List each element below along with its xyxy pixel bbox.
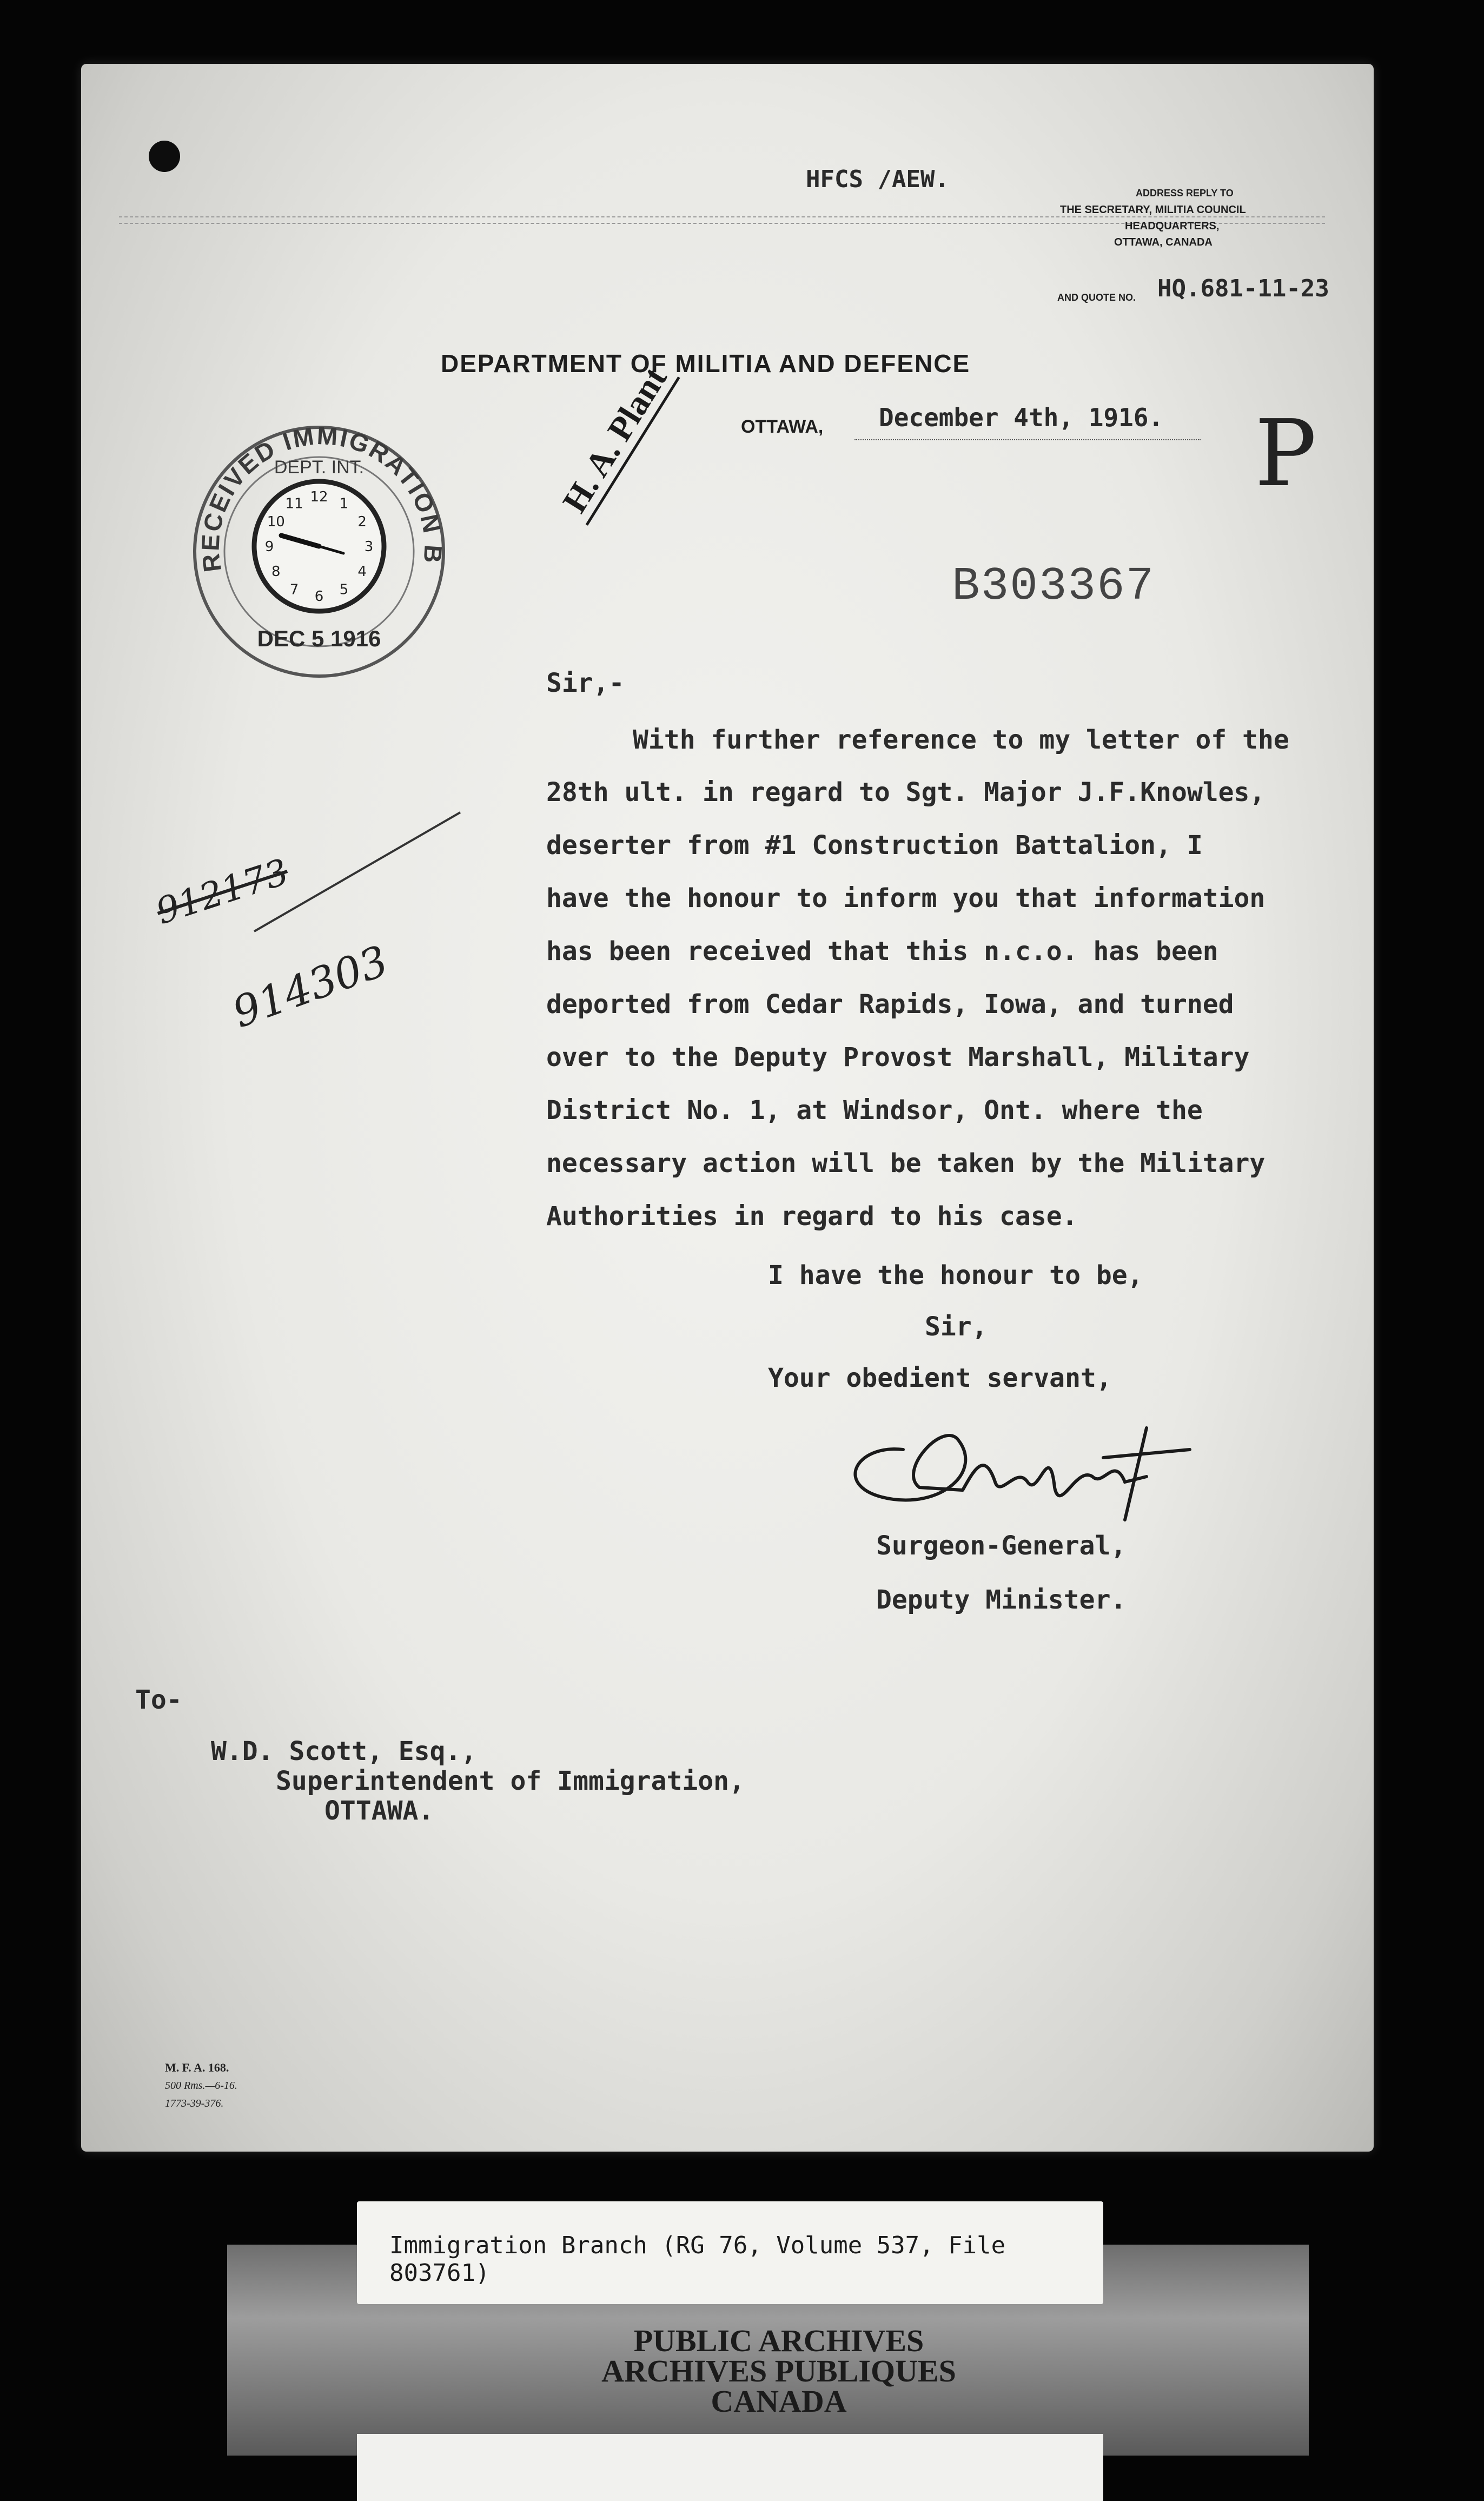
form-code: 1773-39-376. <box>165 2098 224 2109</box>
stamp-date: DEC 5 1916 <box>257 626 381 651</box>
reply-line: THE SECRETARY, MILITIA COUNCIL <box>1060 204 1246 216</box>
body-line: 28th ult. in regard to Sgt. Major J.F.Knowles, <box>546 777 1266 808</box>
clock-number: 4 <box>357 564 367 580</box>
closing-line: Your obedient servant, <box>768 1363 1112 1393</box>
officer-name-stamp: H. A. Plant <box>552 355 680 526</box>
salutation: Sir,- <box>546 668 625 698</box>
clock-number: 8 <box>271 564 281 580</box>
body-line: District No. 1, at Windsor, Ont. where the <box>546 1095 1203 1126</box>
closing-line: Sir, <box>925 1312 988 1342</box>
clock-number: 11 <box>285 495 303 512</box>
archive-label <box>357 2201 1103 2304</box>
archive-stamp-line: CANADA <box>711 2384 847 2419</box>
archive-stamp-line: PUBLIC ARCHIVES <box>633 2323 924 2358</box>
quote-label: AND QUOTE NO. <box>1057 292 1136 303</box>
signatory-title: Deputy Minister. <box>876 1585 1127 1615</box>
file-reference: HFCS /AEW. <box>806 166 949 193</box>
signature <box>822 1406 1211 1533</box>
clock-number: 10 <box>267 514 285 530</box>
signatory-title: Surgeon-General, <box>876 1531 1127 1561</box>
recipient-line: W.D. Scott, Esq., <box>211 1736 477 1766</box>
reply-line: HEADQUARTERS, <box>1125 220 1220 232</box>
body-line: has been received that this n.c.o. has been <box>546 936 1218 967</box>
reply-line: OTTAWA, CANADA <box>1114 236 1213 248</box>
body-line: Authorities in regard to his case. <box>546 1201 1078 1232</box>
body-line: have the honour to inform you that information <box>546 883 1266 914</box>
body-line: With further reference to my letter of the <box>633 725 1289 755</box>
recipient-line: Superintendent of Immigration, <box>276 1766 745 1796</box>
to-label: To- <box>135 1685 182 1715</box>
mount-base <box>357 2434 1103 2501</box>
form-code: M. F. A. 168. <box>165 2061 229 2074</box>
recipient-line: OTTAWA. <box>324 1796 434 1826</box>
handwritten-file-number: 914303 <box>226 936 395 1038</box>
body-line: over to the Deputy Provost Marshall, Military <box>546 1042 1250 1073</box>
clock-number: 12 <box>310 489 328 505</box>
received-stamp <box>184 408 454 679</box>
department-heading: DEPARTMENT OF MILITIA AND DEFENCE <box>441 349 971 378</box>
body-line: necessary action will be taken by the Military <box>546 1148 1266 1179</box>
clock-number: 1 <box>339 495 349 512</box>
letter-date: December 4th, 1916. <box>879 403 1164 432</box>
clock-number: 2 <box>357 514 367 530</box>
clock-number: 3 <box>364 539 374 555</box>
reply-line: ADDRESS REPLY TO <box>1136 188 1234 199</box>
archive-stamp <box>573 2323 984 2419</box>
margin-annotation: P <box>1255 400 1317 507</box>
body-line: deported from Cedar Rapids, Iowa, and turned <box>546 989 1234 1020</box>
form-code: 500 Rms.—6-16. <box>165 2080 237 2092</box>
clock-number: 9 <box>264 539 274 555</box>
place-label: OTTAWA, <box>741 416 824 437</box>
stamp-dept: DEPT. INT. <box>274 457 365 478</box>
punch-hole <box>149 141 180 172</box>
file-number-stamp: B303367 <box>952 560 1155 613</box>
clock-number: 5 <box>339 581 349 598</box>
date-underline <box>854 439 1201 440</box>
closing-line: I have the honour to be, <box>768 1260 1143 1291</box>
crossed-file-number: 912173 <box>151 850 294 933</box>
clock-number: 6 <box>314 588 324 605</box>
stamp-ring-text: RECEIVED IMMIGRATION B <box>196 421 448 574</box>
fold-line <box>119 216 1325 220</box>
body-line: deserter from #1 Construction Battalion, I <box>546 830 1203 861</box>
clock-number: 7 <box>289 581 299 598</box>
archive-label-text: Immigration Branch (RG 76, Volume 537, File 803761) <box>389 2232 1006 2287</box>
quote-number: HQ.681-11-23 <box>1157 275 1329 302</box>
archive-stamp-line: ARCHIVES PUBLIQUES <box>601 2353 956 2388</box>
